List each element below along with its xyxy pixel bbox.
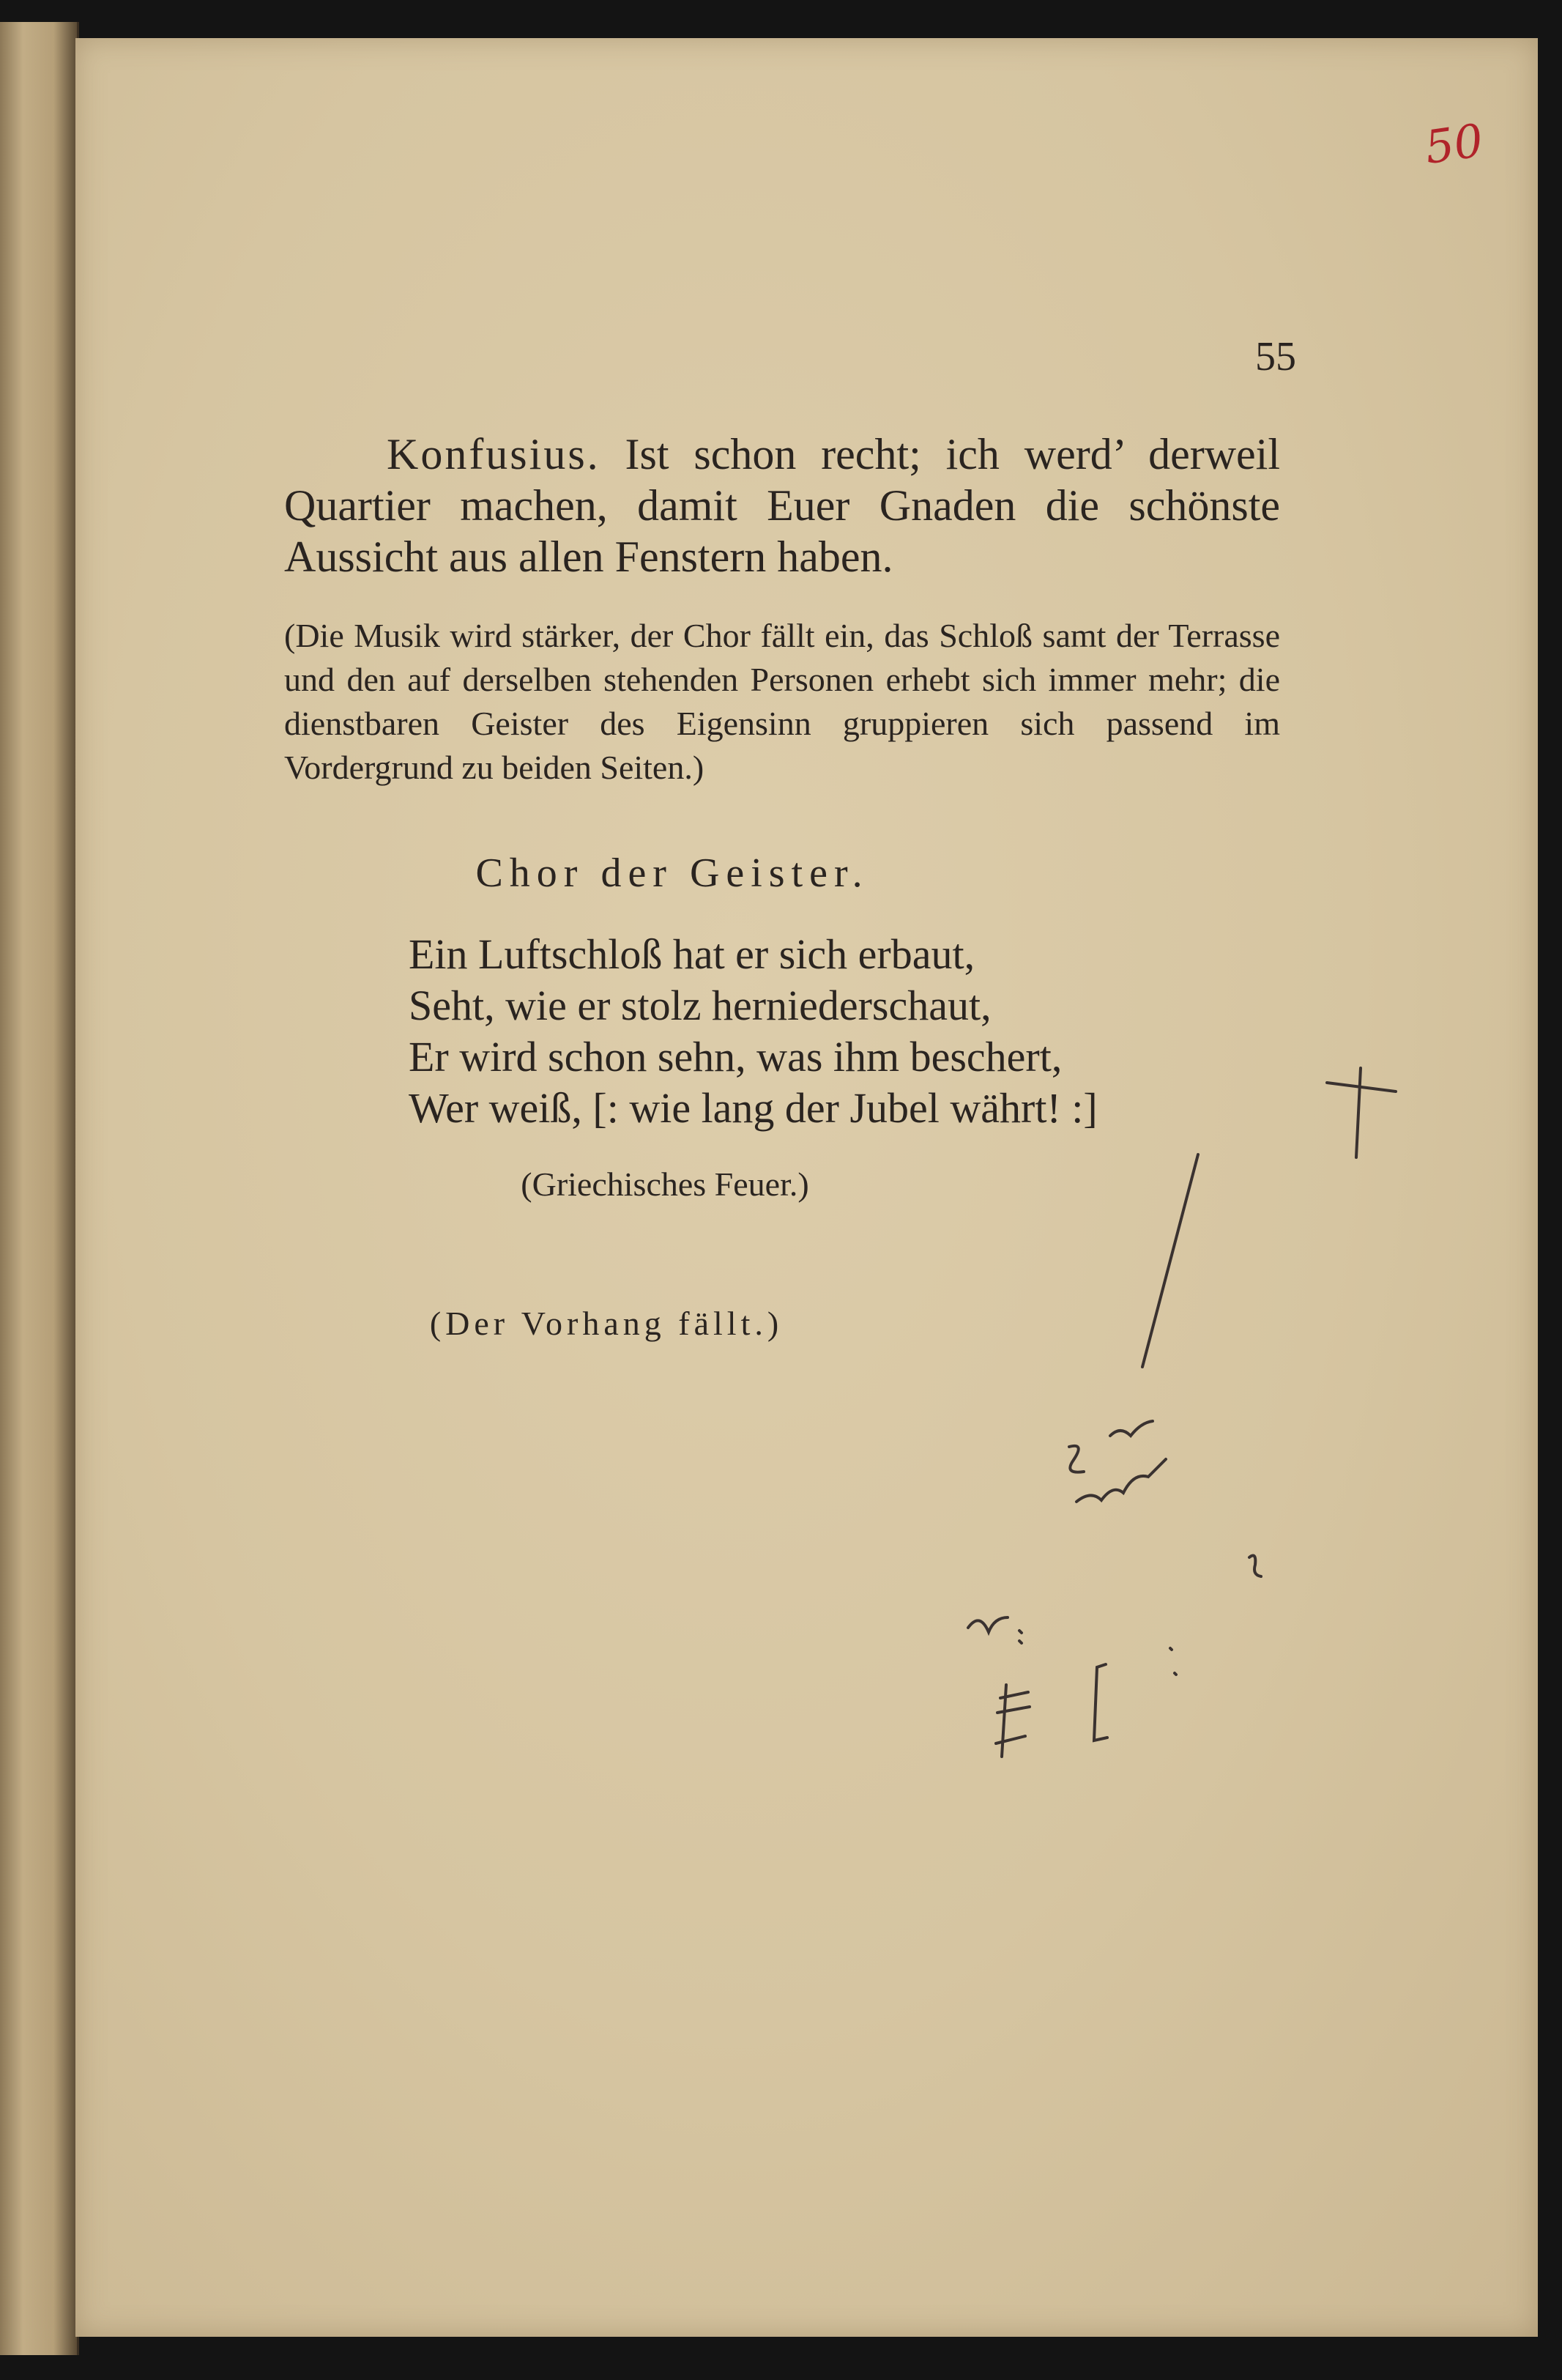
curtain-direction: (Der Vorhang fällt.) [429,1305,784,1342]
folio-mark: 50 [1421,113,1487,175]
verse-line: Ein Luftschloß hat er sich erbaut, [409,930,975,978]
verse-line: Wer weiß, [: wie lang der Jubel währt! :] [409,1084,1098,1132]
fire-direction: (Griechisches Feuer.) [521,1165,809,1203]
verse-line: Er wird schon sehn, was ihm beschert, [409,1033,1063,1080]
chorus-title: Chor der Geister. [475,850,869,896]
speech-paragraph [284,429,1280,582]
page-number: 55 [1255,334,1296,379]
speaker-name: Konfusius. [387,430,600,478]
book-binding [0,22,79,2355]
stage-direction: (Die Musik wird stärker, der Chor fällt ein, das Schloß samt der Terrasse und den auf derselben stehenden Personen erhebt sich immer mehr; die dienstbaren Geister des Eigensinn gruppieren sich passend im Vordergrund zu beiden Seiten.) [284,617,1280,786]
chorus-verse [409,929,1287,1134]
verse-line: Seht, wie er stolz herniederschaut, [409,982,992,1029]
speech-text: Ist schon recht; ich werd’ derweil Quartier machen, damit Euer Gnaden die schönste Aussicht aus allen Fenstern haben. [284,430,1280,581]
